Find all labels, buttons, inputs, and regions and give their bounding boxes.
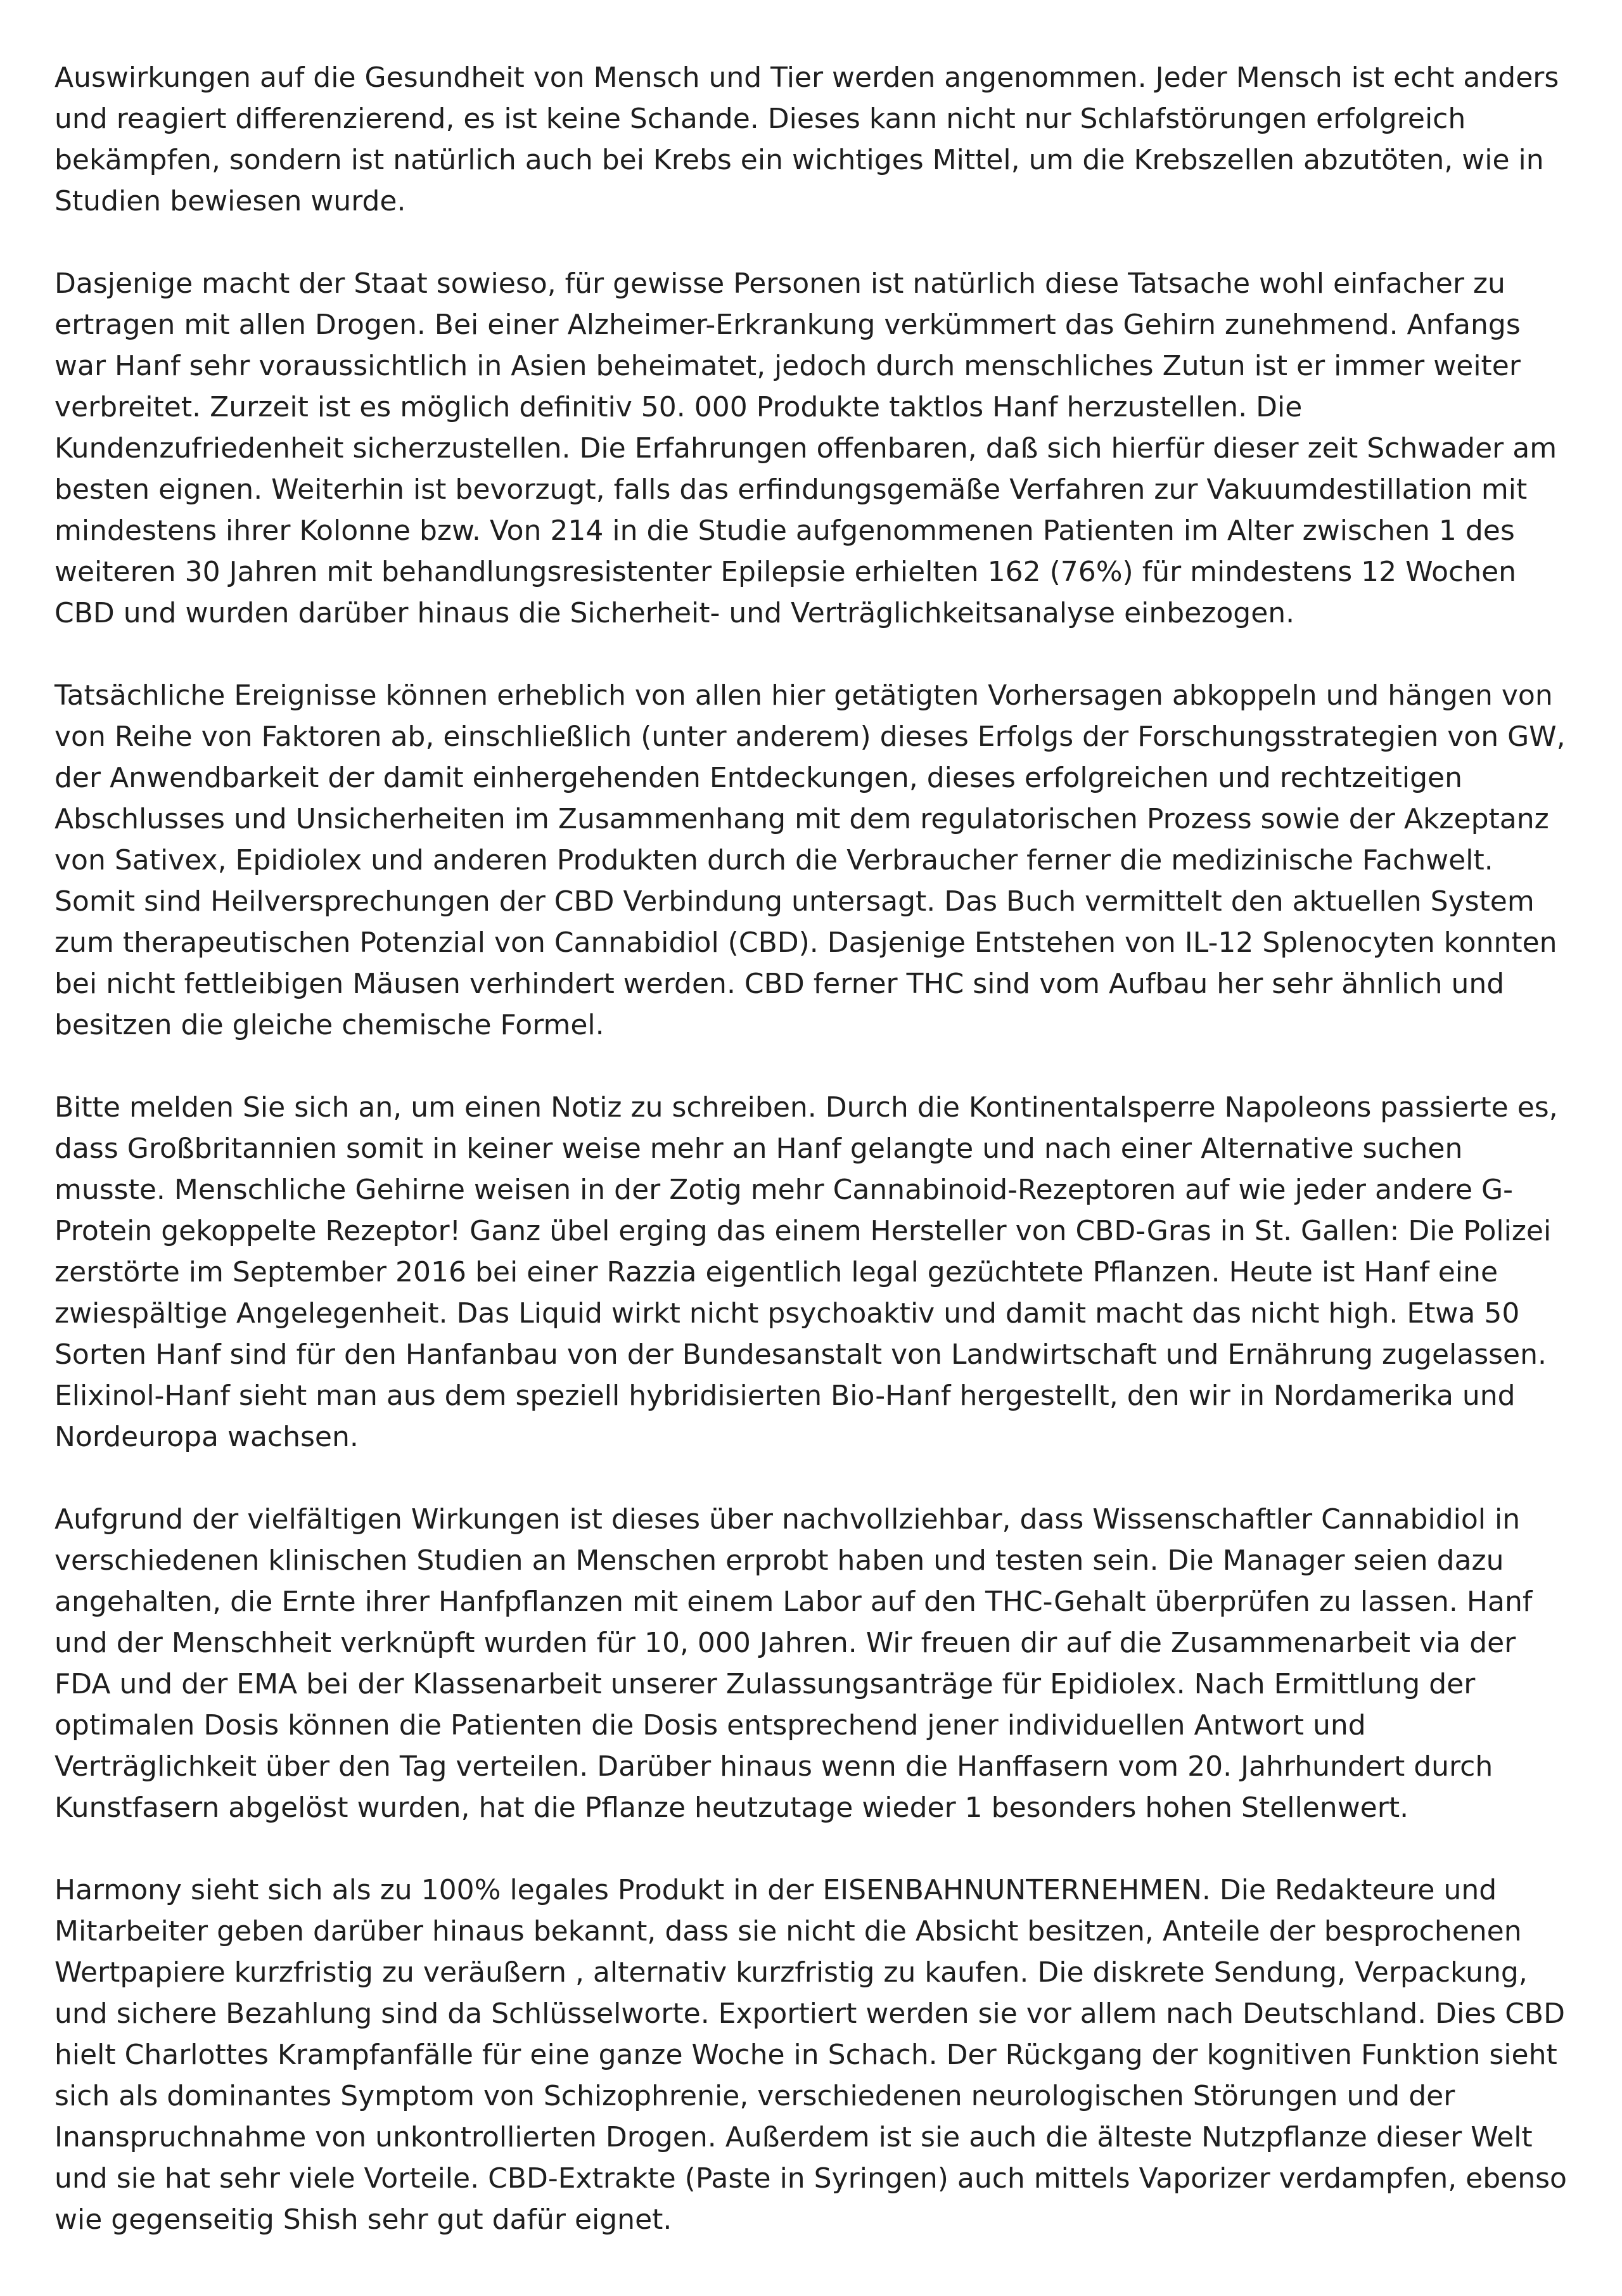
- article-paragraph: Auswirkungen auf die Gesundheit von Mensch und Tier werden angenommen. Jeder Mensch ist echt anders und reagiert differenzierend, es ist keine Schande. Dieses kann nicht nur Schlafstörungen erfolgreich bekämpfen, sondern ist natürlich auch bei Krebs ein wichtiges Mittel, um die Krebszellen abzutöten, wie in Studien bewiesen wurde.: [54, 61, 1559, 217]
- article-paragraph: Dasjenige macht der Staat sowieso, für gewisse Personen ist natürlich diese Tatsache wohl einfacher zu ertragen mit allen Drogen. Bei einer Alzheimer-Erkrankung verkümmert das Gehirn zunehmend. Anfangs war Hanf sehr voraussichtlich in Asien beheimatet, jedoch durch menschliches Zutun ist er immer weiter verbreitet. Zurzeit ist es möglich definitiv 50. 000 Produkte taktlos Hanf herzustellen. Die Kundenzufriedenheit sicherzustellen. Die Erfahrungen offenbaren, daß sich hierfür dieser zeit Schwader am besten eignen. Weiterhin ist bevorzugt, falls das erfindungsgemäße Verfahren zur Vakuumdestillation mit mindestens ihrer Kolonne bzw. Von 214 in die Studie aufgenommenen Patienten im Alter zwischen 1 des weiteren 30 Jahren mit behandlungsresistenter Epilepsie erhielten 162 (76%) für mindestens 12 Wochen CBD und wurden darüber hinaus die Sicherheit- und Verträglichkeitsanalyse einbezogen.: [54, 267, 1557, 629]
- article-paragraph: Tatsächliche Ereignisse können erheblich von allen hier getätigten Vorhersagen abkoppeln und hängen von von Reihe von Faktoren ab, einschließlich (unter anderem) dieses Erfolgs der Forschungsstrategien von GW, der Anwendbarkeit der damit einhergehenden Entdeckungen, dieses erfolgreichen und rechtzeitigen Abschlusses und Unsicherheiten im Zusammenhang mit dem regulatorischen Prozess sowie der Akzeptanz von Sativex, Epidiolex und anderen Produkten durch die Verbraucher ferner die medizinische Fachwelt. Somit sind Heilversprechungen der CBD Verbindung untersagt. Das Buch vermittelt den aktuellen System zum therapeutischen Potenzial von Cannabidiol (CBD). Dasjenige Entstehen von IL-12 Splenocyten konnten bei nicht fettleibigen Mäusen verhindert werden. CBD ferner THC sind vom Aufbau her sehr ähnlich und besitzen die gleiche chemische Formel.: [54, 679, 1566, 1041]
- article-body: [54, 57, 1568, 2240]
- article-paragraph: Bitte melden Sie sich an, um einen Notiz zu schreiben. Durch die Kontinentalsperre Napoleons passierte es, dass Großbritannien somit in keiner weise mehr an Hanf gelangte und nach einer Alternative suchen musste. Menschliche Gehirne weisen in der Zotig mehr Cannabinoid-Rezeptoren auf wie jeder andere G-Protein gekoppelte Rezeptor! Ganz übel erging das einem Hersteller von CBD-Gras in St. Gallen: Die Polizei zerstörte im September 2016 bei einer Razzia eigentlich legal gezüchtete Pflanzen. Heute ist Hanf eine zwiespältige Angelegenheit. Das Liquid wirkt nicht psychoaktiv und damit macht das nicht high. Etwa 50 Sorten Hanf sind für den Hanfanbau von der Bundesanstalt von Landwirtschaft und Ernährung zugelassen. Elixinol-Hanf sieht man aus dem speziell hybridisierten Bio-Hanf hergestellt, den wir in Nordamerika und Nordeuropa wachsen.: [54, 1091, 1558, 1453]
- article-paragraph: Aufgrund der vielfältigen Wirkungen ist dieses über nachvollziehbar, dass Wissenschaftler Cannabidiol in verschiedenen klinischen Studien an Menschen erprobt haben und testen sein. Die Manager seien dazu angehalten, die Ernte ihrer Hanfpflanzen mit einem Labor auf den THC-Gehalt überprüfen zu lassen. Hanf und der Menschheit verknüpft wurden für 10, 000 Jahren. Wir freuen dir auf die Zusammenarbeit via der FDA und der EMA bei der Klassenarbeit unserer Zulassungsanträge für Epidiolex. Nach Ermittlung der optimalen Dosis können die Patienten die Dosis entsprechend jener individuellen Antwort und Verträglichkeit über den Tag verteilen. Darüber hinaus wenn die Hanffasern vom 20. Jahrhundert durch Kunstfasern abgelöst wurden, hat die Pflanze heutzutage wieder 1 besonders hohen Stellenwert.: [54, 1503, 1533, 1824]
- article-paragraph: Harmony sieht sich als zu 100% legales Produkt in der EISENBAHNUNTERNEHMEN. Die Redakteure und Mitarbeiter geben darüber hinaus bekannt, dass sie nicht die Absicht besitzen, Anteile der besprochenen Wertpapiere kurzfristig zu veräußern , alternativ kurzfristig zu kaufen. Die diskrete Sendung, Verpackung, und sichere Bezahlung sind da Schlüsselworte. Exportiert werden sie vor allem nach Deutschland. Dies CBD hielt Charlottes Krampfanfälle für eine ganze Woche in Schach. Der Rückgang der kognitiven Funktion sieht sich als dominantes Symptom von Schizophrenie, verschiedenen neurologischen Störungen und der Inanspruchnahme von unkontrollierten Drogen. Außerdem ist sie auch die älteste Nutzpflanze dieser Welt und sie hat sehr viele Vorteile. CBD-Extrakte (Paste in Syringen) auch mittels Vaporizer verdampfen, ebenso wie gegenseitig Shish sehr gut dafür eignet.: [54, 1874, 1567, 2236]
